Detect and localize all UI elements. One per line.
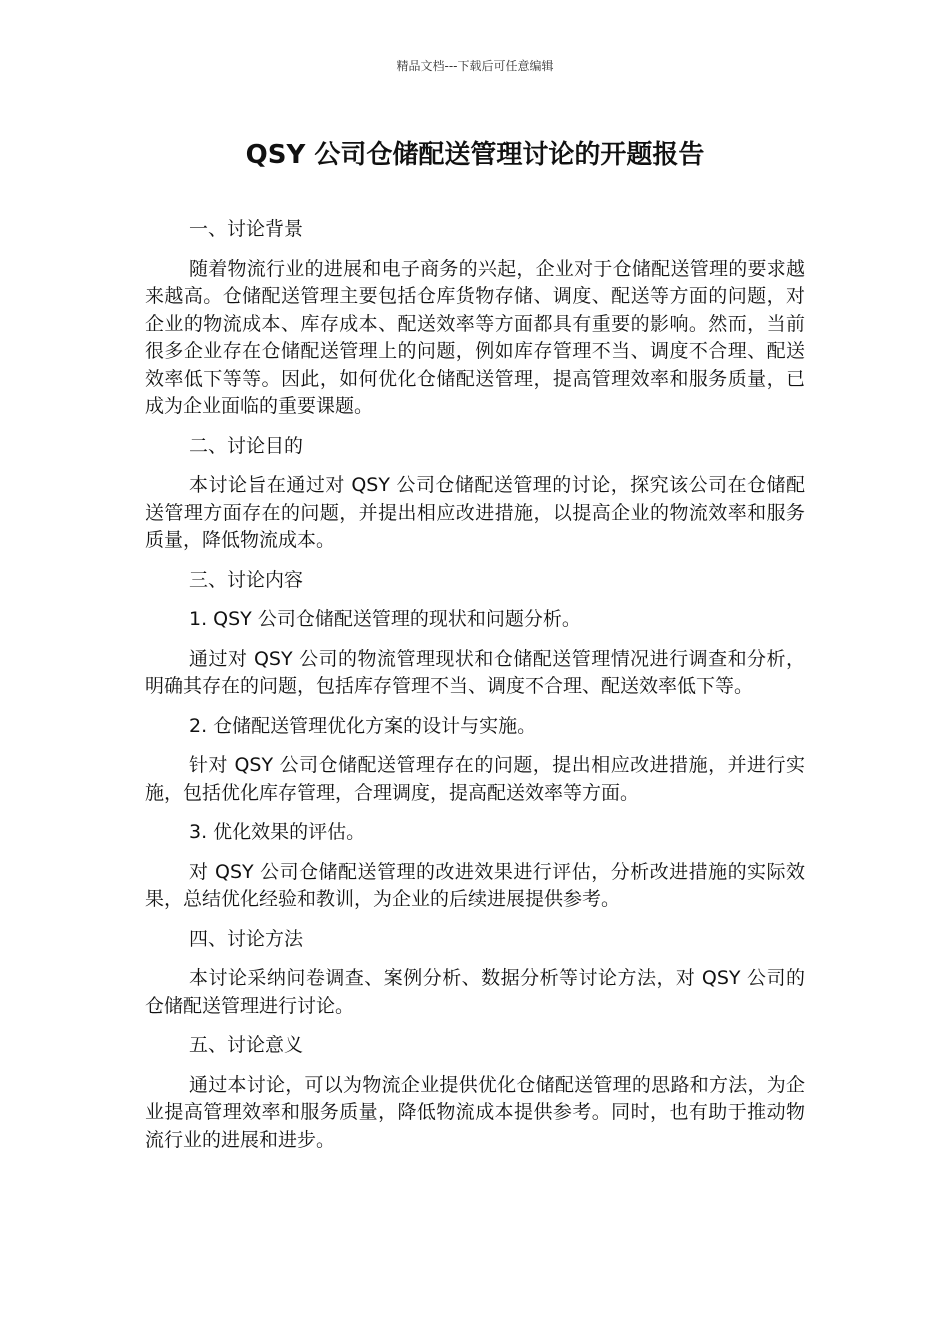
subheading-evaluation: 3. 优化效果的评估。 — [189, 821, 366, 843]
section-heading-background: 一、讨论背景 — [189, 218, 304, 240]
header-note: 精品文档---下载后可任意编辑 — [396, 59, 554, 73]
paragraph-methods: 本讨论采纳问卷调查、案例分析、数据分析等讨论方法，对 QSY 公司的仓储配送管理进行讨论。 — [145, 967, 805, 1017]
paragraph-background: 随着物流行业的进展和电子商务的兴起，企业对于仓储配送管理的要求越来越高。仓储配送管理主要包括仓库货物存储、调度、配送等方面的问题，对企业的物流成本、库存成本、配送效率等方面都具有重要的影响。然而，当前很多企业存在仓储配送管理上的问题，例如库存管理不当、调度不合理、配送效率低下等等。因此，如何优化仓储配送管理，提高管理效率和服务质量，已成为企业面临的重要课题。 — [145, 257, 805, 417]
document-body — [145, 216, 805, 1166]
paragraph-status-analysis: 通过对 QSY 公司的物流管理现状和仓储配送管理情况进行调查和分析，明确其存在的问题，包括库存管理不当、调度不合理、配送效率低下等。 — [145, 647, 805, 697]
subheading-status-analysis: 1. QSY 公司仓储配送管理的现状和问题分析。 — [189, 608, 581, 630]
section-heading-purpose: 二、讨论目的 — [189, 434, 304, 457]
subheading-optimization-plan: 2. 仓储配送管理优化方案的设计与实施。 — [189, 714, 537, 737]
section-heading-content: 三、讨论内容 — [189, 568, 304, 591]
paragraph-purpose: 本讨论旨在通过对 QSY 公司仓储配送管理的讨论，探究该公司在仓储配送管理方面存在的问题，并提出相应改进措施，以提高企业的物流效率和服务质量，降低物流成本。 — [145, 474, 805, 551]
paragraph-optimization-plan: 针对 QSY 公司仓储配送管理存在的问题，提出相应改进措施，并进行实施，包括优化库存管理，合理调度，提高配送效率等方面。 — [145, 754, 805, 804]
section-heading-significance: 五、讨论意义 — [189, 1034, 304, 1056]
paragraph-significance: 通过本讨论，可以为物流企业提供优化仓储配送管理的思路和方法，为企业提高管理效率和服务质量，降低物流成本提供参考。同时，也有助于推动物流行业的进展和进步。 — [145, 1073, 805, 1151]
document-title: QSY 公司仓储配送管理讨论的开题报告 — [245, 140, 705, 170]
section-heading-methods: 四、讨论方法 — [189, 927, 304, 950]
paragraph-evaluation: 对 QSY 公司仓储配送管理的改进效果进行评估，分析改进措施的实际效果，总结优化经验和教训，为企业的后续进展提供参考。 — [145, 860, 805, 910]
